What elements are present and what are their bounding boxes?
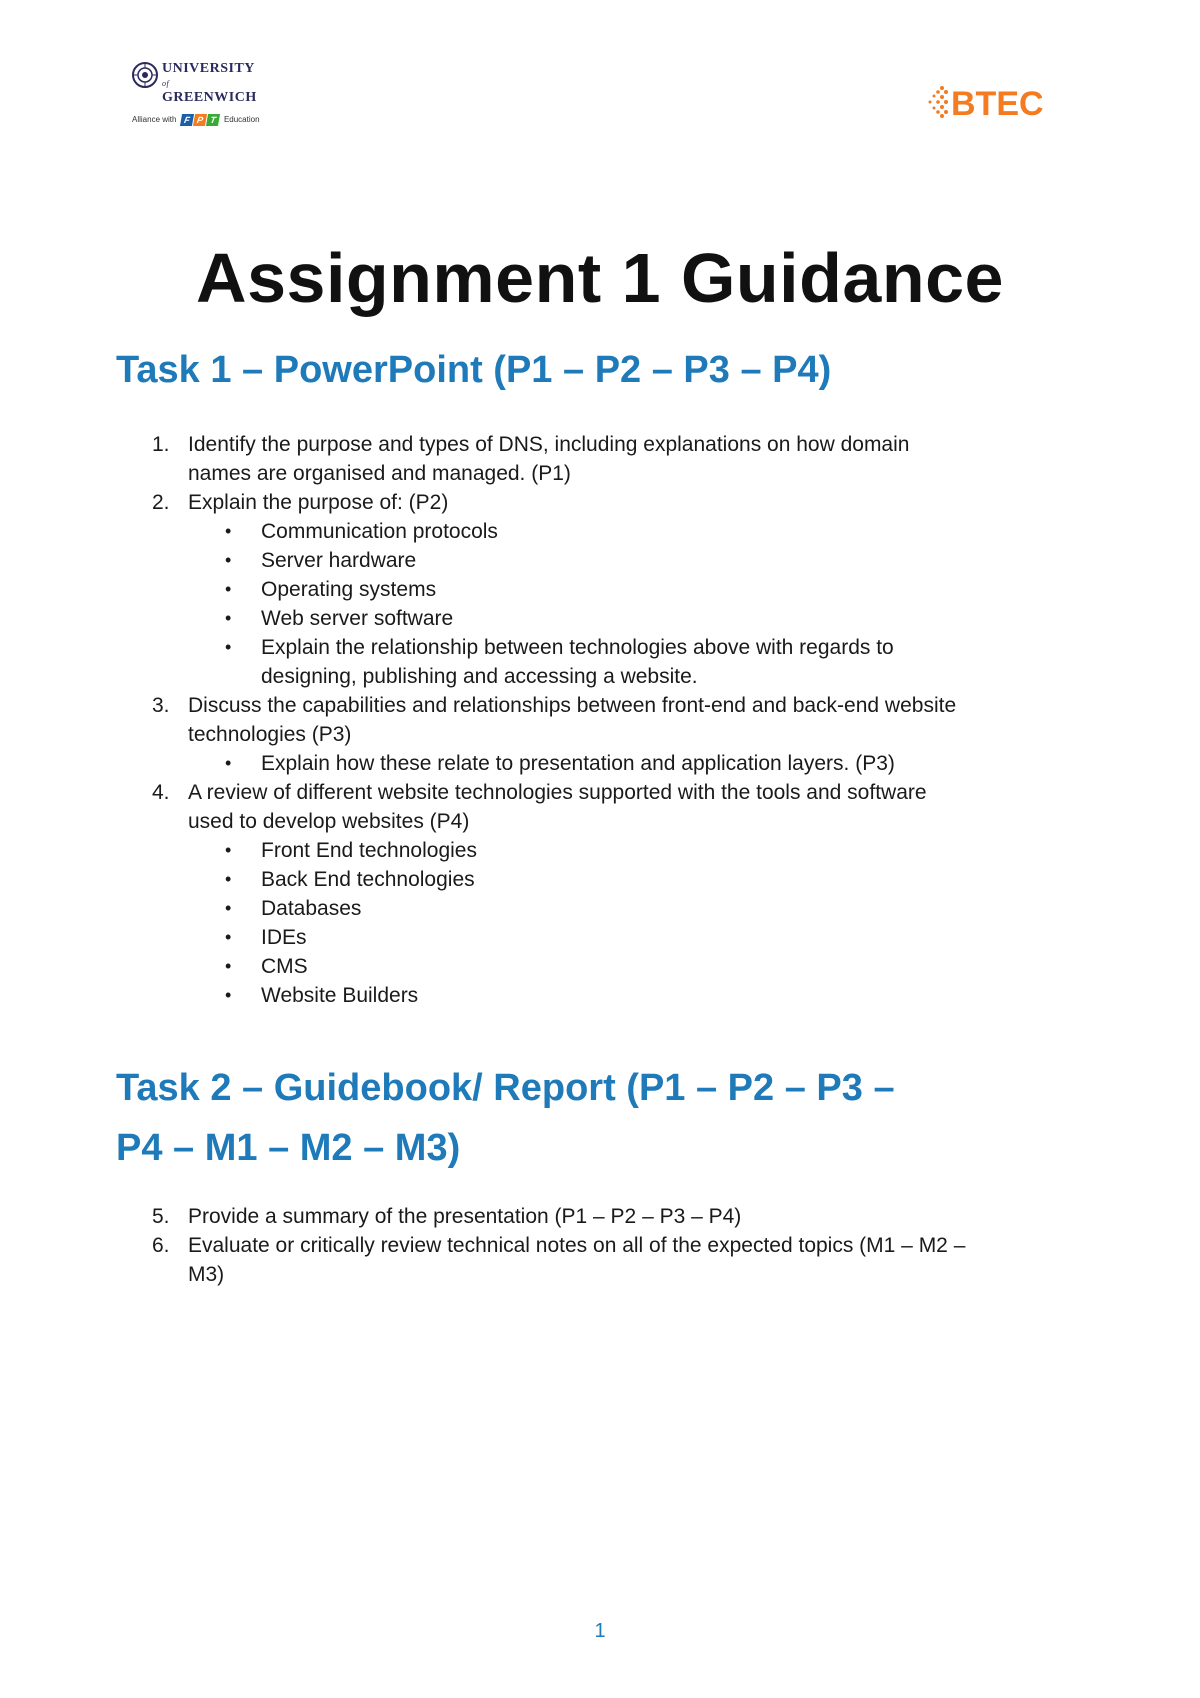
list-item-text-line: names are organised and managed. (P1) xyxy=(188,462,571,485)
bullet-text-line: Back End technologies xyxy=(261,868,475,891)
university-of-greenwich-logo xyxy=(132,62,282,132)
bullet-item xyxy=(0,952,1101,981)
list-item-text-line: Evaluate or critically review technical notes on all of the expected topics (M1 – M2 – xyxy=(188,1234,966,1257)
list-item-number: 2. xyxy=(152,491,170,514)
list-item-text-line: Provide a summary of the presentation (P1 – P2 – P3 – P4) xyxy=(188,1205,742,1228)
bullet-text-line: Communication protocols xyxy=(261,520,498,543)
bullet-icon: • xyxy=(225,956,232,976)
bullet-text-line: Explain the relationship between technologies above with regards to xyxy=(261,636,894,659)
page-number: 1 xyxy=(594,1620,606,1642)
list-item-text-line: M3) xyxy=(188,1263,225,1286)
list-item-text-line: Discuss the capabilities and relationships between front-end and back-end website xyxy=(188,694,957,717)
bullet-icon: • xyxy=(225,840,232,860)
bullet-icon: • xyxy=(225,608,232,628)
bullet-text-line: Explain how these relate to presentation and application layers. (P3) xyxy=(261,752,895,775)
numbered-list-item xyxy=(0,691,1108,749)
bullet-item xyxy=(0,575,1101,604)
bullet-item xyxy=(0,836,1101,865)
numbered-list-item xyxy=(0,778,1108,836)
bullet-icon: • xyxy=(225,898,232,918)
university-crest-icon xyxy=(132,62,158,88)
bullet-text-line: IDEs xyxy=(261,926,307,949)
btec-logo xyxy=(926,80,1066,124)
numbered-list-item xyxy=(0,1231,1108,1289)
numbered-list-item xyxy=(0,1202,1108,1231)
task-2-list xyxy=(0,1202,1200,1289)
task-2-heading-line-1: Task 2 – Guidebook/ Report (P1 – P2 – P3 – xyxy=(116,1067,895,1109)
list-item-number: 5. xyxy=(152,1205,170,1228)
bullet-text-line: Web server software xyxy=(261,607,454,630)
fpt-logo-icon: F P T xyxy=(181,114,220,126)
bullet-item xyxy=(0,894,1101,923)
bullet-icon: • xyxy=(225,579,232,599)
bullet-text-line: Operating systems xyxy=(261,578,437,601)
list-item-text-line: Explain the purpose of: (P2) xyxy=(188,491,449,514)
bullet-icon: • xyxy=(225,985,232,1005)
bullet-icon: • xyxy=(225,927,232,947)
bullet-item xyxy=(0,604,1101,633)
list-item-text-line: technologies (P3) xyxy=(188,723,352,746)
list-item-number: 6. xyxy=(152,1234,170,1257)
bullet-icon: • xyxy=(225,550,232,570)
task-1-heading: Task 1 – PowerPoint (P1 – P2 – P3 – P4) xyxy=(116,349,832,391)
bullet-item xyxy=(0,633,1101,691)
bullet-item xyxy=(0,517,1101,546)
bullet-item xyxy=(0,923,1101,952)
bullet-text-line: designing, publishing and accessing a website. xyxy=(261,665,698,688)
bullet-icon: • xyxy=(225,753,232,773)
list-item-number: 4. xyxy=(152,781,170,804)
alliance-with-fpt-education: Alliance with F P T Education xyxy=(132,115,260,125)
bullet-item xyxy=(0,546,1101,575)
bullet-text-line: Front End technologies xyxy=(261,839,477,862)
list-item-text-line: A review of different website technologies supported with the tools and software xyxy=(188,781,927,804)
bullet-text-line: CMS xyxy=(261,955,308,978)
bullet-icon: • xyxy=(225,637,232,657)
task-1-list xyxy=(0,430,1200,1010)
university-name: UNIVERSITY of GREENWICH xyxy=(162,61,257,105)
bullet-item xyxy=(0,981,1101,1010)
numbered-list-item xyxy=(0,430,1108,488)
document-title: Assignment 1 Guidance xyxy=(196,239,1004,317)
svg-text:BTEC: BTEC xyxy=(951,85,1044,123)
bullet-icon: • xyxy=(225,521,232,541)
bullet-item xyxy=(0,749,1101,778)
task-2-heading xyxy=(116,1058,1076,1178)
numbered-list-item xyxy=(0,488,1108,517)
bullet-item xyxy=(0,865,1101,894)
bullet-text-line: Server hardware xyxy=(261,549,417,572)
list-item-text-line: Identify the purpose and types of DNS, including explanations on how domain xyxy=(188,433,910,456)
list-item-number: 1. xyxy=(152,433,170,456)
list-item-text-line: used to develop websites (P4) xyxy=(188,810,470,833)
bullet-text-line: Website Builders xyxy=(261,984,419,1007)
list-item-number: 3. xyxy=(152,694,170,717)
bullet-icon: • xyxy=(225,869,232,889)
task-2-heading-line-2: P4 – M1 – M2 – M3) xyxy=(116,1127,461,1169)
bullet-text-line: Databases xyxy=(261,897,362,920)
